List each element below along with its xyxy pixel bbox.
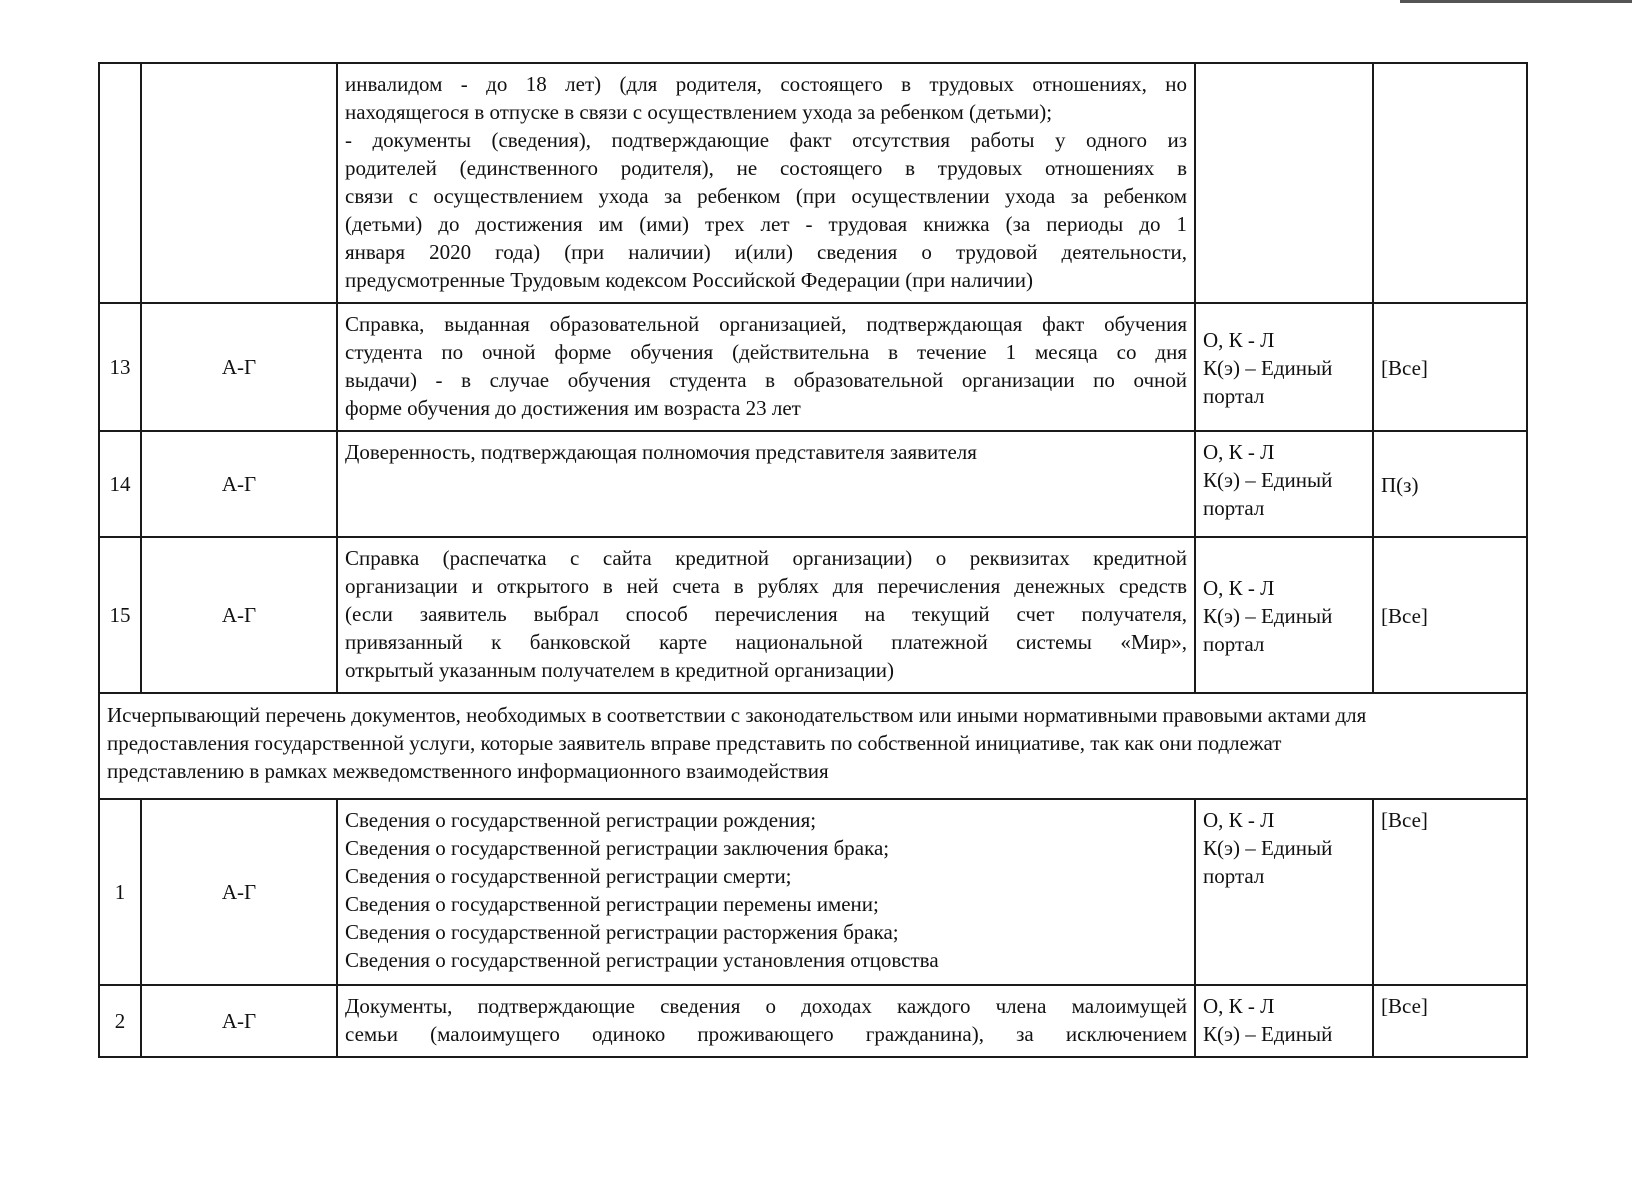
row-number-cell: 1 (99, 799, 141, 985)
method-line: К(э) – Единый (1203, 355, 1333, 380)
description-line: открытый указанным получателем в кредитной организации) (345, 658, 895, 682)
method-line: О, К - Л (1203, 994, 1275, 1018)
table-row (99, 303, 1527, 431)
method-line: К(э) – Единый (1203, 468, 1333, 492)
applicability-cell: [Все] (1373, 537, 1527, 693)
description-line: организации и открытого в ней счета в рублях для перечисления денежных средств (345, 574, 1187, 598)
description-line: Сведения о государственной регистрации установления отцовства (345, 948, 939, 972)
description-line: привязанный к банковской карте национальной платежной системы «Мир», (345, 630, 1187, 654)
description-line: (детьми) до достижения им (ими) трех лет - трудовая книжка (за периоды до 1 (345, 212, 1187, 236)
category-cell: А-Г (141, 303, 337, 431)
category-cell: А-Г (141, 431, 337, 537)
document-description-cell (337, 63, 1195, 303)
applicability-cell (1373, 63, 1527, 303)
section-heading-line: Исчерпывающий перечень документов, необходимых в соответствии с законодательством или иными нормативными правовыми актами для (107, 703, 1367, 727)
submission-method-cell (1195, 431, 1373, 537)
row-number-cell: 15 (99, 537, 141, 693)
submission-method-cell (1195, 537, 1373, 693)
section-heading-row (99, 693, 1527, 799)
category-cell: А-Г (141, 985, 337, 1057)
description-line: находящегося в отпуске в связи с осуществлением ухода за ребенком (детьми); (345, 100, 1053, 124)
description-line: семьи (малоимущего одиноко проживающего гражданина), за исключением (345, 1022, 1187, 1046)
category-cell (141, 63, 337, 303)
description-line: Доверенность, подтверждающая полномочия представителя заявителя (345, 440, 977, 464)
method-line: портал (1203, 383, 1265, 408)
table-row (99, 63, 1527, 303)
category-cell: А-Г (141, 799, 337, 985)
method-line: портал (1203, 631, 1265, 656)
method-line: О, К - Л (1203, 575, 1275, 600)
document-description-cell (337, 431, 1195, 537)
description-line: инвалидом - до 18 лет) (для родителя, состоящего в трудовых отношениях, но (345, 72, 1187, 96)
method-line: портал (1203, 864, 1265, 888)
description-line: Сведения о государственной регистрации перемены имени; (345, 892, 879, 916)
table-row (99, 431, 1527, 537)
description-line: родителей (единственного родителя), не состоящего в трудовых отношениях в (345, 156, 1187, 180)
row-number-cell: 14 (99, 431, 141, 537)
description-line: Справка (распечатка с сайта кредитной организации) о реквизитах кредитной (345, 546, 1187, 570)
description-line: связи с осуществлением ухода за ребенком (при осуществлении ухода за ребенком (345, 184, 1187, 208)
description-line: Сведения о государственной регистрации смерти; (345, 864, 792, 888)
scan-edge-mark (1400, 0, 1632, 3)
table-row (99, 537, 1527, 693)
section-heading-line: представлению в рамках межведомственного информационного взаимодействия (107, 759, 829, 783)
method-line: О, К - Л (1203, 808, 1275, 832)
row-number-cell: 2 (99, 985, 141, 1057)
row-number-cell (99, 63, 141, 303)
method-line: портал (1203, 496, 1265, 520)
description-line: предусмотренные Трудовым кодексом Российской Федерации (при наличии) (345, 268, 1033, 292)
document-description-cell (337, 303, 1195, 431)
category-cell: А-Г (141, 537, 337, 693)
method-line: О, К - Л (1203, 327, 1275, 352)
document-description-cell (337, 985, 1195, 1057)
applicability-cell: [Все] (1373, 303, 1527, 431)
section-heading (99, 693, 1527, 799)
submission-method-cell (1195, 63, 1373, 303)
description-line: выдачи) - в случае обучения студента в образовательной организации по очной (345, 368, 1187, 392)
table-row (99, 985, 1527, 1057)
description-line: Сведения о государственной регистрации рождения; (345, 808, 817, 832)
documents-table (98, 62, 1528, 1058)
description-line: (если заявитель выбрал способ перечисления на текущий счет получателя, (345, 602, 1187, 626)
submission-method-cell (1195, 985, 1373, 1057)
applicability-cell: П(з) (1373, 431, 1527, 537)
applicability-cell: [Все] (1373, 985, 1527, 1057)
submission-method-cell (1195, 799, 1373, 985)
description-line: Справка, выданная образовательной организацией, подтверждающая факт обучения (345, 312, 1187, 336)
section-heading-line: предоставления государственной услуги, которые заявитель вправе представить по собственной инициативе, так как они подлежат (107, 731, 1282, 755)
description-line: Сведения о государственной регистрации расторжения брака; (345, 920, 899, 944)
method-line: К(э) – Единый (1203, 1022, 1333, 1046)
description-line: января 2020 года) (при наличии) и(или) сведения о трудовой деятельности, (345, 240, 1187, 264)
description-line: Документы, подтверждающие сведения о доходах каждого члена малоимущей (345, 994, 1187, 1018)
document-description-cell (337, 799, 1195, 985)
table-row (99, 799, 1527, 985)
description-line: - документы (сведения), подтверждающие факт отсутствия работы у одного из (345, 128, 1187, 152)
method-line: К(э) – Единый (1203, 603, 1333, 628)
description-line: форме обучения до достижения им возраста 23 лет (345, 396, 801, 420)
method-line: К(э) – Единый (1203, 836, 1333, 860)
method-line: О, К - Л (1203, 440, 1275, 464)
row-number-cell: 13 (99, 303, 141, 431)
description-line: студента по очной форме обучения (действительна в течение 1 месяца со дня (345, 340, 1187, 364)
applicability-cell: [Все] (1373, 799, 1527, 985)
description-line: Сведения о государственной регистрации заключения брака; (345, 836, 890, 860)
document-description-cell (337, 537, 1195, 693)
submission-method-cell (1195, 303, 1373, 431)
